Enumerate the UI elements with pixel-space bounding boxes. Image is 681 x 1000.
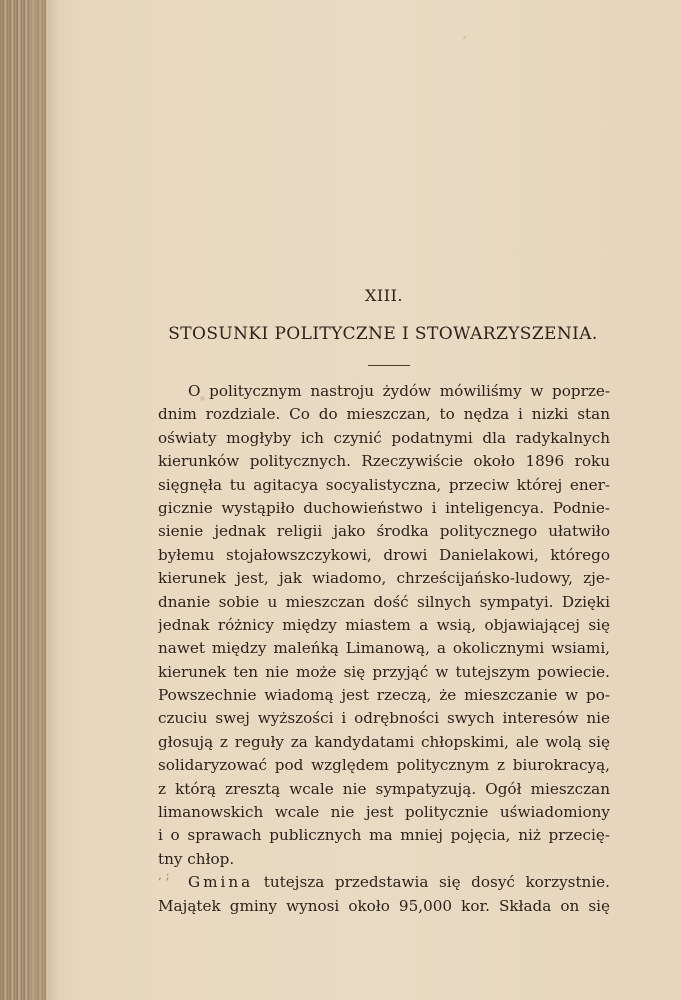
paper-stain xyxy=(463,36,466,39)
paper-mark: ‚ ; xyxy=(158,868,170,882)
text-line: i o sprawach publicznych ma mniej pojęcia, niż przecię- xyxy=(158,826,610,845)
page-edge-shadow xyxy=(30,0,60,1000)
text-line: dnim rozdziale. Co do mieszczan, to nędza i nizki stan xyxy=(158,405,610,424)
chapter-number: XIII. xyxy=(365,286,403,305)
text-line: głosują z reguły za kandydatami chłopskimi, ale wolą się xyxy=(158,732,610,751)
text-line: kierunek ten nie może się przyjąć w tutejszym powiecie. xyxy=(158,662,610,681)
chapter-title: STOSUNKI POLITYCZNE I STOWARZYSZENIA. xyxy=(168,324,598,344)
text-line: kierunek jest, jak wiadomo, chrześcijańsko-ludowy, zje- xyxy=(158,569,610,588)
text-line: oświaty mogłyby ich czynić podatnymi dla radykalnych xyxy=(158,428,610,447)
text-line: Majątek gminy wynosi około 95,000 kor. Składa on się xyxy=(158,896,610,915)
text-line: solidaryzować pod względem politycznym z biurokracyą, xyxy=(158,756,610,775)
text-line: tny chłop. xyxy=(158,849,235,868)
line-rest: tutejsza przedstawia się dosyć korzystnie. xyxy=(253,873,610,892)
text-line: limanowskich wcale nie jest politycznie uświadomiony xyxy=(158,803,610,822)
text-line: byłemu stojałowszczykowi, drowi Danielakowi, którego xyxy=(158,545,610,564)
text-line: jednak różnicy między miastem a wsią, objawiającej się xyxy=(158,615,610,634)
text-line: O politycznym nastroju żydów mówiliśmy w poprze- xyxy=(188,382,610,400)
text-line: z którą zresztą wcale nie sympatyzują. Ogół mieszczan xyxy=(158,779,610,798)
text-line: dnanie sobie u mieszczan dość silnych sympatyi. Dzięki xyxy=(158,592,610,611)
text-line: nawet między maleńką Limanową, a okolicznymi wsiami, xyxy=(158,639,610,658)
text-line: sięgnęła tu agitacya socyalistyczna, przeciw której ener- xyxy=(158,475,610,494)
title-rule xyxy=(368,365,410,366)
text-line: gicznie wystąpiło duchowieństwo i inteligencya. Podnie- xyxy=(158,498,610,517)
spaced-word: Gmina xyxy=(188,873,254,892)
text-line: Powszechnie wiadomą jest rzeczą, że mieszczanie w po- xyxy=(158,686,610,705)
text-line: czuciu swej wyższości i odrębności swych interesów nie xyxy=(158,709,610,728)
text-line xyxy=(158,871,610,894)
text-line: kierunków politycznych. Rzeczywiście około 1896 roku xyxy=(158,452,610,471)
text-line: sienie jednak religii jako środka politycznego ułatwiło xyxy=(158,522,610,541)
body-text xyxy=(158,380,610,918)
